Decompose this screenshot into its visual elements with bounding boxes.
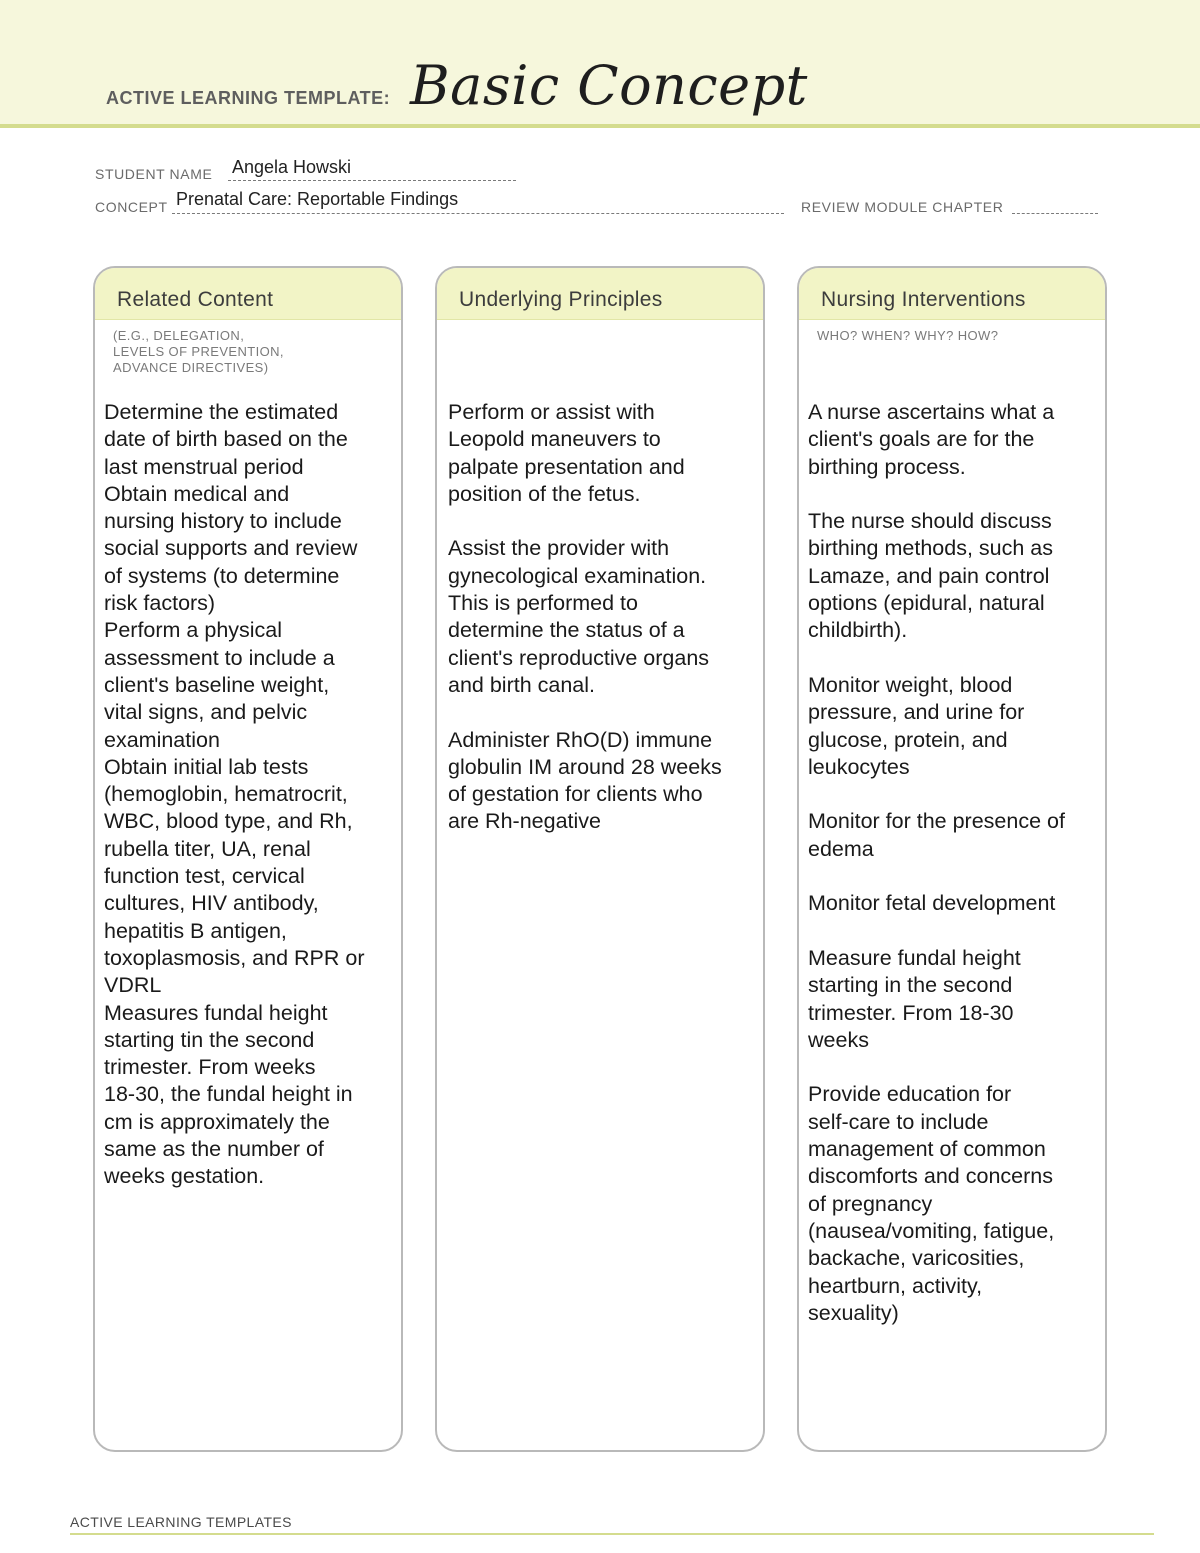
- nursing-interventions-line: Measure fundal height: [808, 945, 1021, 970]
- nursing-interventions-line: A nurse ascertains what a: [808, 400, 1055, 424]
- nursing-interventions-line: self-care to include: [808, 1109, 989, 1134]
- nursing-interventions-line: client's goals are for the: [808, 427, 1035, 452]
- nursing-interventions-body: [808, 399, 1099, 1354]
- nursing-interventions-line: backache, varicosities,: [808, 1246, 1025, 1271]
- related-content-line: starting tin the second: [104, 1027, 315, 1052]
- related-content-line: cm is approximately the: [104, 1109, 330, 1134]
- related-content-line: assessment to include a: [104, 645, 335, 670]
- nursing-interventions-line: Provide education for: [808, 1082, 1012, 1107]
- nursing-interventions-line: Monitor fetal development: [808, 891, 1056, 916]
- underlying-principles-line: Perform or assist with: [448, 400, 655, 424]
- related-content-line: trimester. From weeks: [104, 1055, 316, 1080]
- nursing-interventions-line: trimester. From 18-30: [808, 1000, 1014, 1025]
- related-content-line: rubella titer, UA, renal: [104, 836, 311, 861]
- related-content-line: of systems (to determine: [104, 563, 340, 588]
- nursing-interventions-line: glucose, protein, and: [808, 727, 1008, 752]
- nursing-interventions-line: Lamaze, and pain control: [808, 563, 1050, 588]
- nursing-interventions-line: childbirth).: [808, 618, 908, 643]
- underlying-principles-line: palpate presentation and: [448, 454, 685, 479]
- underlying-principles-paragraph: [448, 535, 757, 699]
- student-name-label: STUDENT NAME: [95, 166, 213, 182]
- nursing-interventions-line: weeks: [808, 1027, 869, 1052]
- related-content-line: VDRL: [104, 973, 162, 998]
- nursing-interventions-line: edema: [808, 836, 874, 861]
- underlying-principles-line: Assist the provider with: [448, 536, 670, 561]
- underlying-principles-paragraph: [448, 727, 757, 836]
- nursing-interventions-line: The nurse should discuss: [808, 509, 1052, 534]
- nursing-interventions-subtitle-text: WHO? WHEN? WHY? HOW?: [817, 328, 999, 343]
- underlying-principles-paragraph: [448, 399, 757, 508]
- underlying-principles-line: and birth canal.: [448, 672, 596, 697]
- related-content-panel: [93, 266, 403, 1452]
- nursing-interventions-line: (nausea/vomiting, fatigue,: [808, 1218, 1055, 1243]
- nursing-interventions-line: management of common: [808, 1137, 1046, 1162]
- nursing-interventions-line: heartburn, activity,: [808, 1273, 983, 1298]
- related-content-line: Obtain initial lab tests: [104, 754, 309, 779]
- nursing-interventions-line: discomforts and concerns: [808, 1164, 1053, 1189]
- nursing-interventions-line: options (epidural, natural: [808, 591, 1045, 616]
- nursing-interventions-paragraph: [808, 508, 1099, 644]
- nursing-interventions-paragraph: [808, 890, 1099, 917]
- related-content-line: vital signs, and pelvic: [104, 700, 308, 725]
- template-title: Basic Concept: [410, 54, 808, 117]
- underlying-principles-line: of gestation for clients who: [448, 782, 703, 807]
- concept-value[interactable]: Prenatal Care: Reportable Findings: [176, 189, 459, 209]
- related-content-line: 18-30, the fundal height in: [104, 1082, 353, 1107]
- nursing-interventions-line: of pregnancy: [808, 1191, 933, 1216]
- underlying-principles-panel: [435, 266, 765, 1452]
- nursing-interventions-line: birthing methods, such as: [808, 536, 1053, 561]
- underlying-principles-header: [437, 268, 763, 320]
- nursing-interventions-line: leukocytes: [808, 754, 910, 779]
- review-module-label: REVIEW MODULE CHAPTER: [801, 199, 1004, 215]
- related-content-subtitle-line: ADVANCE DIRECTIVES): [113, 360, 269, 375]
- related-content-line: function test, cervical: [104, 864, 305, 889]
- concept-label: CONCEPT: [95, 199, 168, 215]
- underlying-principles-line: Administer RhO(D) immune: [448, 727, 713, 752]
- related-content-line: hepatitis B antigen,: [104, 918, 287, 943]
- nursing-interventions-title: Nursing Interventions: [821, 288, 1026, 311]
- nursing-interventions-line: Monitor weight, blood: [808, 672, 1013, 697]
- nursing-interventions-panel: [797, 266, 1107, 1452]
- underlying-principles-line: Leopold maneuvers to: [448, 427, 661, 452]
- related-content-header: [95, 268, 401, 320]
- footer-label: ACTIVE LEARNING TEMPLATES: [70, 1514, 292, 1530]
- underlying-principles-line: are Rh-negative: [448, 809, 601, 834]
- underlying-principles-line: globulin IM around 28 weeks: [448, 754, 722, 779]
- related-content-subtitle-line: LEVELS OF PREVENTION,: [113, 344, 284, 359]
- related-content-subtitle-line: (E.G., DELEGATION,: [113, 328, 245, 343]
- nursing-interventions-subtitle: [799, 320, 1105, 344]
- nursing-interventions-line: pressure, and urine for: [808, 700, 1025, 725]
- underlying-principles-line: client's reproductive organs: [448, 645, 710, 670]
- underlying-principles-line: determine the status of a: [448, 618, 685, 643]
- nursing-interventions-paragraph: [808, 945, 1099, 1054]
- nursing-interventions-line: birthing process.: [808, 454, 966, 479]
- related-content-title: Related Content: [117, 288, 274, 311]
- related-content-line: Obtain medical and: [104, 481, 290, 506]
- nursing-interventions-paragraph: [808, 808, 1099, 863]
- related-content-line: Determine the estimated: [104, 400, 339, 424]
- template-label: ACTIVE LEARNING TEMPLATE:: [106, 88, 391, 108]
- underlying-principles-line: This is performed to: [448, 591, 638, 616]
- underlying-principles-body: [448, 399, 757, 863]
- underlying-principles-line: gynecological examination.: [448, 563, 707, 588]
- related-content-line: weeks gestation.: [104, 1164, 265, 1189]
- related-content-line: Measures fundal height: [104, 1000, 328, 1025]
- review-module-line[interactable]: [1012, 213, 1098, 214]
- related-content-body: [104, 399, 395, 1191]
- nursing-interventions-paragraph: [808, 399, 1099, 481]
- nursing-interventions-header: [799, 268, 1105, 320]
- nursing-interventions-paragraph: [808, 1081, 1099, 1327]
- header-rule: [0, 124, 1200, 128]
- related-content-line: risk factors): [104, 591, 216, 616]
- nursing-interventions-line: Monitor for the presence of: [808, 809, 1065, 834]
- related-content-line: last menstrual period: [104, 454, 304, 479]
- related-content-line: social supports and review: [104, 536, 358, 561]
- nursing-interventions-line: sexuality): [808, 1300, 899, 1325]
- related-content-line: (hemoglobin, hematrocrit,: [104, 782, 348, 807]
- nursing-interventions-paragraph: [808, 672, 1099, 781]
- concept-line: [172, 213, 784, 214]
- related-content-line: toxoplasmosis, and RPR or: [104, 945, 365, 970]
- related-content-line: same as the number of: [104, 1137, 324, 1162]
- related-content-line: nursing history to include: [104, 509, 342, 534]
- related-content-line: date of birth based on the: [104, 427, 348, 452]
- nursing-interventions-line: starting in the second: [808, 973, 1013, 998]
- related-content-subtitle: [95, 320, 401, 376]
- related-content-line: examination: [104, 727, 220, 752]
- student-name-line: [228, 180, 516, 181]
- related-content-line: client's baseline weight,: [104, 672, 330, 697]
- underlying-principles-title: Underlying Principles: [459, 288, 663, 311]
- student-name-value[interactable]: Angela Howski: [232, 157, 352, 177]
- related-content-line: cultures, HIV antibody,: [104, 891, 319, 916]
- underlying-principles-line: position of the fetus.: [448, 481, 641, 506]
- related-content-line: WBC, blood type, and Rh,: [104, 809, 353, 834]
- related-content-line: Perform a physical: [104, 618, 283, 643]
- footer-rule: [70, 1533, 1154, 1535]
